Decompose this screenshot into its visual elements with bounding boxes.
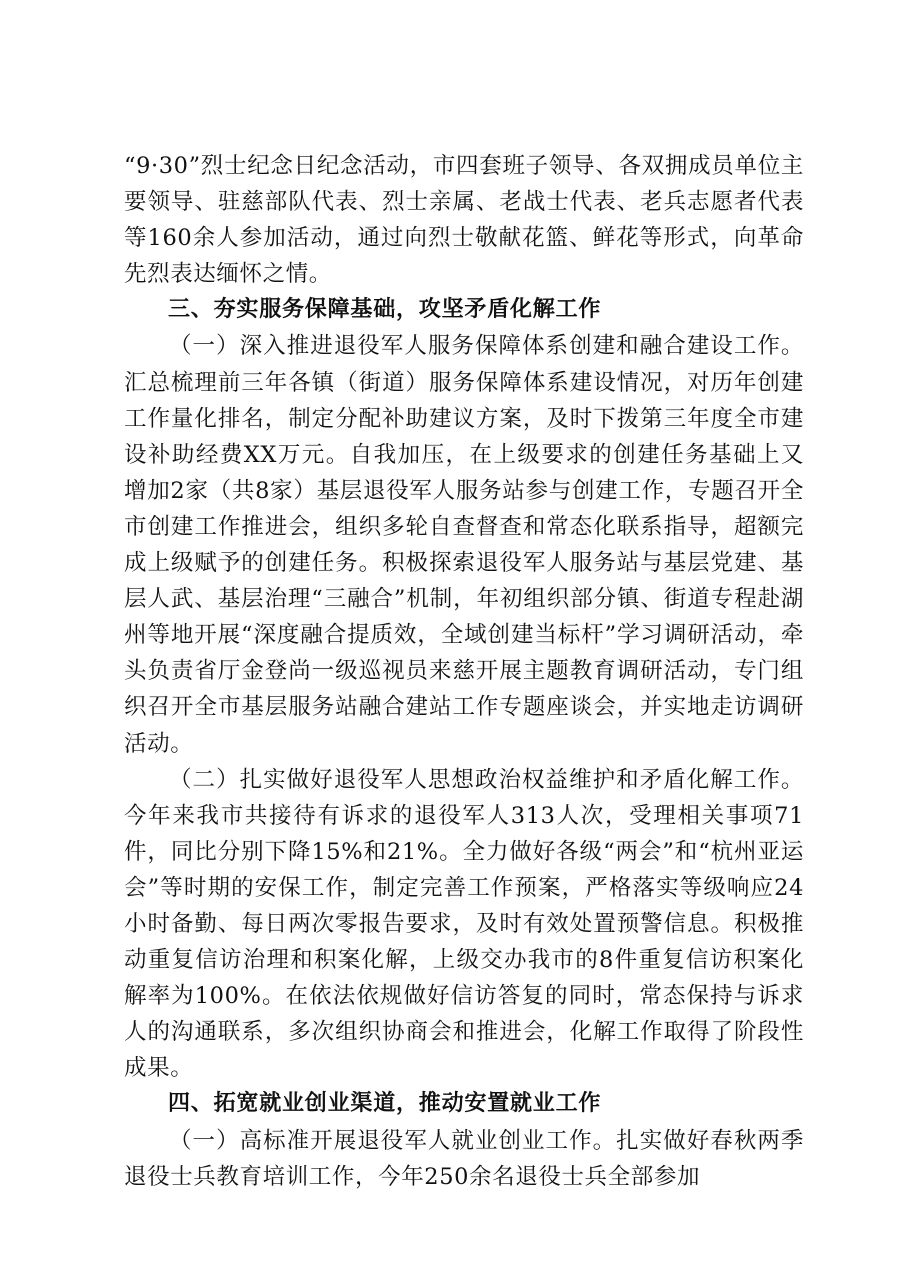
paragraph-service-system: （一）深入推进退役军人服务保障体系创建和融合建设工作。汇总梳理前三年各镇（街道）服务保障体系建设情况，对历年创建工作量化排名，制定分配补助建议方案，及时下拨第三年度全市建设补助经费XX万元。自我加压，在上级要求的创建任务基础上又增加2家（共8家）基层退役军人服务站参与创建工作，专题召开全市创建工作推进会，组织多轮自查督查和常态化联系指导，超额完成上级赋予的创建任务。积极探索退役军人服务站与基层党建、基层人武、基层治理“三融合”机制，年初组织部分镇、街道专程赴湖州等地开展“深度融合提质效，全域创建当标杆”学习调研活动，牵头负责省厅金登尚一级巡视员来慈开展主题教育调研活动，专门组织召开全市基层服务站融合建站工作专题座谈会，并实地走访调研活动。 [124, 333, 804, 757]
paragraph-rights-protection: （二）扎实做好退役军人思想政治权益维护和矛盾化解工作。今年来我市共接待有诉求的退役军人313人次，受理相关事项71件，同比分别下降15%和21%。全力做好各级“两会”和“杭州亚运会”等时期的安保工作，制定完善工作预案，严格落实等级响应24小时备勤、每日两次零报告要求，及时有效处置预警信息。积极推动重复信访治理和积案化解，上级交办我市的8件重复信访积案化解率为100%。在依法依规做好信访答复的同时，常态保持与诉求人的沟通联系，多次组织协商会和推进会，化解工作取得了阶段性成果。 [124, 766, 804, 1082]
section-heading-4: 四、拓宽就业创业渠道，推动安置就业工作 [168, 1091, 602, 1117]
paragraph-memorial-activity: “9·30”烈士纪念日纪念活动，市四套班子领导、各双拥成员单位主要领导、驻慈部队代表、烈士亲属、老战士代表、老兵志愿者代表等160余人参加活动，通过向烈士敬献花篮、鲜花等形式，向革命先烈表达缅怀之情。 [124, 153, 804, 288]
section-heading-3: 三、夯实服务保障基础，攻坚矛盾化解工作 [168, 297, 602, 323]
document-body [124, 148, 804, 1195]
paragraph-employment: （一）高标准开展退役军人就业创业工作。扎实做好春秋两季退役士兵教育培训工作，今年250余名退役士兵全部参加 [124, 1127, 804, 1190]
